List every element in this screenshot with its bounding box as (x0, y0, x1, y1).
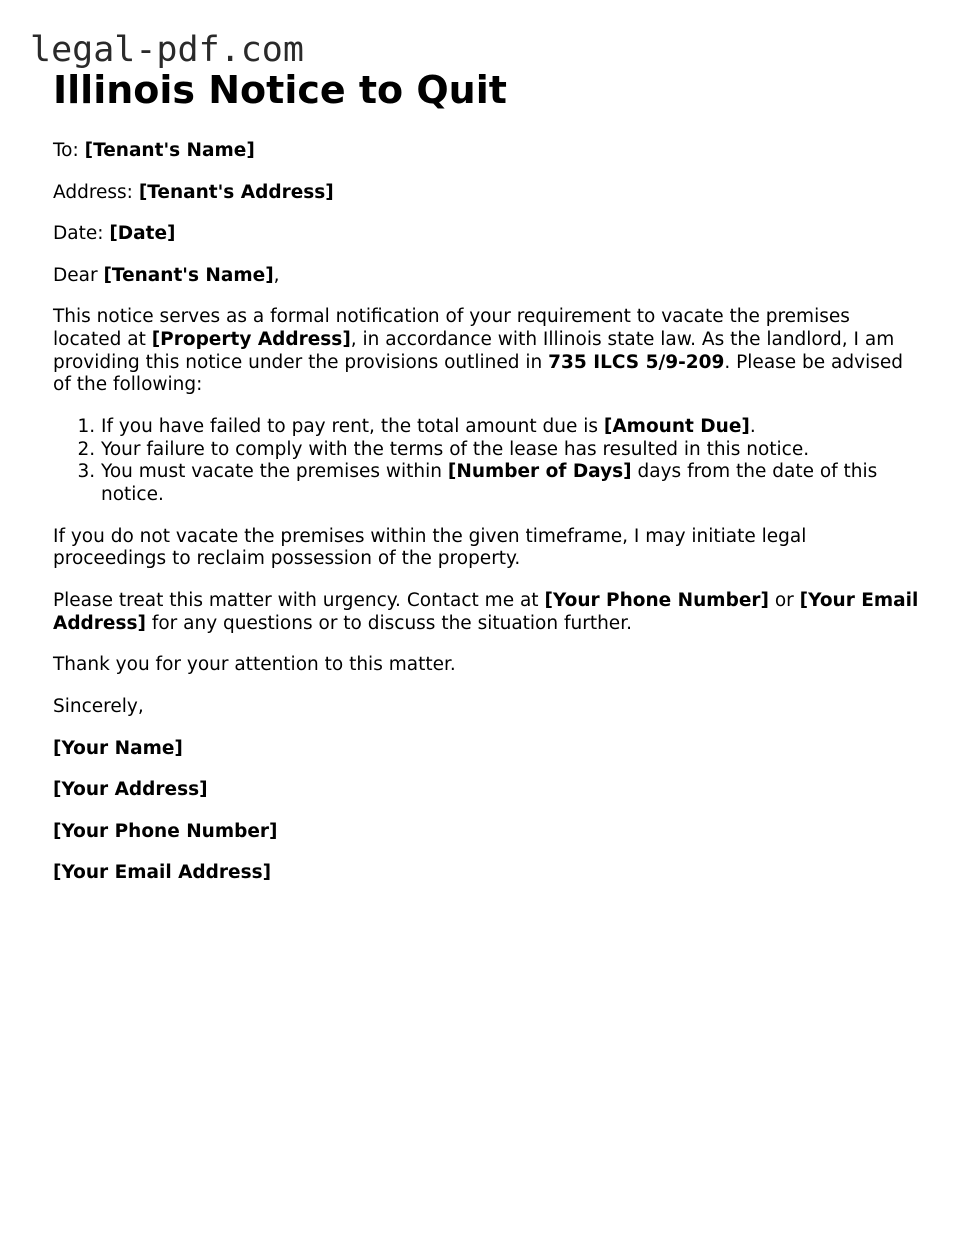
list-item (101, 461, 923, 506)
statute-reference: 735 ILCS 5/9-209 (548, 351, 725, 373)
document-title: Illinois Notice to Quit (53, 68, 507, 112)
closing: Sincerely, (53, 695, 144, 717)
address-label: Address: (53, 181, 133, 203)
list-item-2-text: Your failure to comply with the terms of the lease has resulted in this notice. (101, 438, 810, 460)
to-value: [Tenant's Name] (84, 140, 255, 161)
signature-phone: [Your Phone Number] (53, 820, 278, 842)
intro-paragraph (53, 306, 923, 397)
signature-email: [Your Email Address] (53, 862, 272, 884)
address-value: [Tenant's Address] (138, 181, 334, 203)
intro-part3: . Please be advised of the following: (53, 351, 903, 396)
salutation-prefix: Dear (53, 264, 98, 286)
legal-paragraph: If you do not vacate the premises within the given timeframe, I may initiate legal proceedings to reclaim possession of the property. (53, 525, 807, 570)
document-page (53, 64, 923, 904)
thanks-paragraph: Thank you for your attention to this matter. (53, 654, 456, 676)
salutation-name: [Tenant's Name] (103, 264, 274, 286)
signature-name: [Your Name] (53, 737, 183, 759)
salutation-suffix: , (273, 264, 280, 286)
watermark-logo: legal-pdf.com (30, 30, 304, 70)
list-item-1-after: . (749, 416, 756, 438)
signature-address: [Your Address] (53, 779, 208, 801)
signature-block (53, 738, 923, 885)
list-item-1-text: If you have failed to pay rent, the total amount due is (101, 416, 599, 438)
intro-part2: , in accordance with Illinois state law. As the landlord, I am providing this notice under the provisions outlined in (53, 329, 895, 373)
contact-paragraph (53, 590, 923, 635)
property-address: [Property Address] (151, 329, 351, 351)
notice-list (53, 416, 923, 507)
contact-phone: [Your Phone Number] (544, 590, 769, 612)
intro-part1: This notice serves as a formal notification of your requirement to vacate the premises located at (53, 306, 850, 351)
date-value: [Date] (109, 223, 176, 245)
number-of-days: [Number of Days] (447, 461, 632, 483)
contact-or: or (774, 590, 794, 612)
address-line (53, 182, 923, 205)
contact-email: [Your Email Address] (53, 590, 919, 634)
date-label: Date: (53, 223, 104, 245)
date-line (53, 223, 923, 246)
to-line (53, 140, 923, 163)
list-item (101, 439, 923, 462)
contact-part1: Please treat this matter with urgency. Contact me at (53, 590, 539, 612)
list-item-3-after: days from the date of this notice. (101, 461, 878, 506)
amount-due: [Amount Due] (603, 416, 750, 438)
salutation (53, 265, 923, 288)
contact-part2: for any questions or to discuss the situation further. (151, 612, 632, 634)
list-item-3-text: You must vacate the premises within (101, 461, 442, 483)
list-item (101, 416, 923, 439)
to-label: To: (53, 140, 79, 161)
letter-body (53, 140, 923, 885)
